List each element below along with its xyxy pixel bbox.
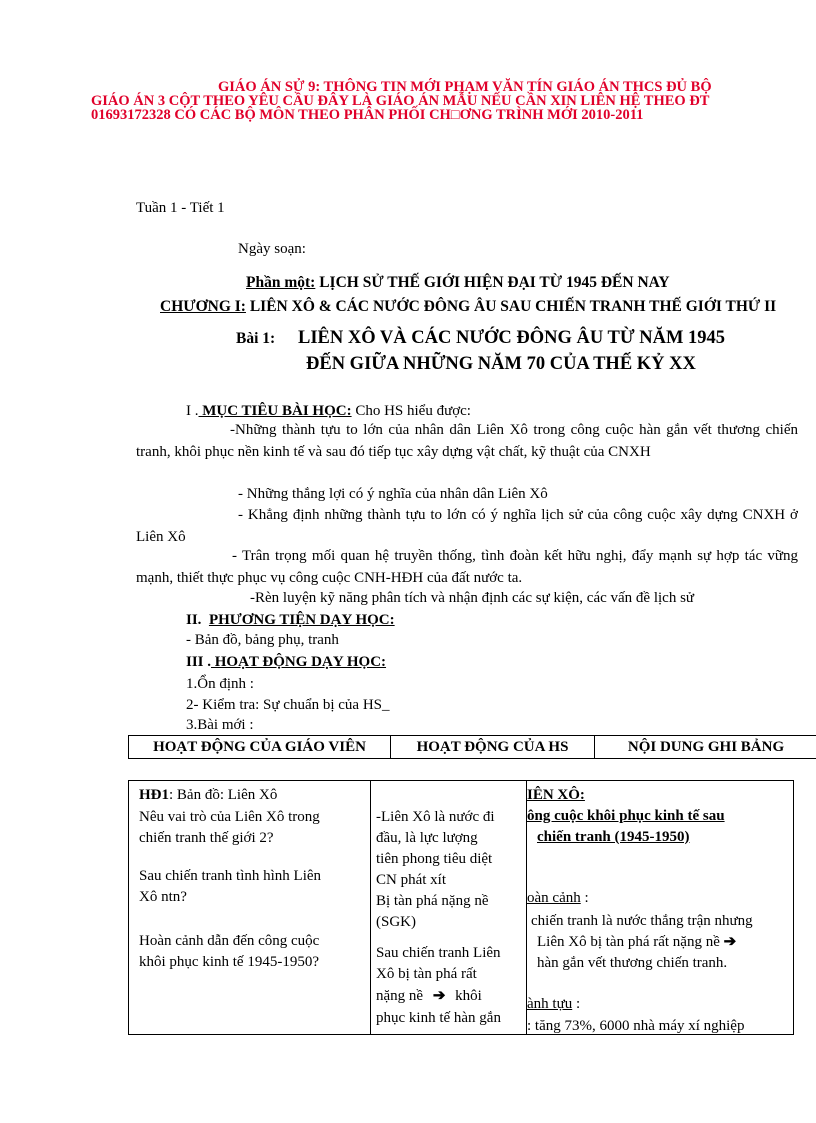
content-line-2-text: Liên Xô bị tàn phá rất nặng nề xyxy=(537,934,720,950)
part-title xyxy=(246,274,670,292)
header-line-2: GIÁO ÁN 3 CỘT THEO YÊU CẦU ĐÂY LÀ GIÁO ÁN MẪU NẾU CẦN XIN LIÊN HỆ THEO ĐT xyxy=(91,93,710,109)
student-line-9a: nặng nề xyxy=(376,988,424,1004)
content-line-1: chiến tranh là nước thắng trận nhưng xyxy=(531,913,753,929)
section-3-title: HOẠT ĐỘNG DẠY HỌC: xyxy=(211,654,387,670)
student-line-9 xyxy=(376,986,482,1008)
student-line-10: phục kinh tế hàn gắn xyxy=(376,1010,501,1026)
step-2: 2- Kiểm tra: Sự chuẩn bị của HS_ xyxy=(186,697,390,713)
section-1-title: MỤC TIÊU BÀI HỌC: xyxy=(198,403,352,419)
lesson-title-2: ĐẾN GIỮA NHỮNG NĂM 70 CỦA THẾ KỶ XX xyxy=(306,354,696,374)
student-line-4: CN phát xít xyxy=(376,872,446,888)
step-1: 1.Ổn định : xyxy=(186,676,254,692)
chapter-title xyxy=(160,298,776,316)
section-2-roman: II. xyxy=(186,612,202,628)
section-1-roman: I . xyxy=(186,403,199,419)
section-2-title: PHƯƠNG TIỆN DẠY HỌC: xyxy=(208,612,395,628)
content-line-3: hàn gắn vết thương chiến tranh. xyxy=(537,955,728,971)
teacher-q2a: Sau chiến tranh tình hình Liên xyxy=(139,868,322,884)
lesson-label: Bài 1: xyxy=(236,330,276,347)
student-line-7: Sau chiến tranh Liên xyxy=(376,945,501,961)
context-heading xyxy=(527,888,589,910)
hd1-line xyxy=(139,785,277,807)
teacher-q3a: Hoàn cảnh dẫn đến công cuộc xyxy=(139,933,320,949)
student-line-6: (SGK) xyxy=(376,914,416,930)
teacher-q1a: Nêu vai trò của Liên Xô trong xyxy=(139,809,320,825)
chapter-label: CHƯƠNG I: xyxy=(160,298,246,315)
objective-1: -Những thành tựu to lớn của nhân dân Liên Xô trong công cuộc hàn gắn vết thương chiến tranh, khôi phục nền kinh tế và sau đó tiếp tục xây dựng vật chất, kỹ thuật của CNXH xyxy=(136,422,798,460)
part-title-text: LỊCH SỬ THẾ GIỚI HIỆN ĐẠI TỪ 1945 ĐẾN NAY xyxy=(315,274,670,291)
section-2-item: - Bản đồ, bảng phụ, tranh xyxy=(186,632,339,648)
header-col-teacher: HOẠT ĐỘNG CỦA GIÁO VIÊN xyxy=(129,736,391,758)
student-line-5: Bị tàn phá nặng nề xyxy=(376,893,489,909)
lesson-title-1: LIÊN XÔ VÀ CÁC NƯỚC ĐÔNG ÂU TỪ NĂM 1945 xyxy=(298,328,726,348)
teacher-column xyxy=(129,781,371,1034)
activity-table-header xyxy=(128,735,816,759)
content-column xyxy=(527,781,793,1034)
student-line-3: tiên phong tiêu diệt xyxy=(376,851,493,867)
student-column xyxy=(371,781,527,1034)
teacher-q3b: khôi phục kinh tế 1945-1950? xyxy=(139,954,319,970)
section-3-roman: III . xyxy=(186,654,212,670)
date-label: Ngày soạn: xyxy=(238,241,306,257)
teacher-q2b: Xô ntn? xyxy=(139,889,187,905)
content-heading-3: chiến tranh (1945-1950) xyxy=(537,829,690,845)
week-label: Tuần 1 - Tiết 1 xyxy=(136,200,225,216)
section-3-heading xyxy=(186,651,386,673)
objective-5: -Rèn luyện kỹ năng phân tích và nhận định các sự kiện, các vấn đề lịch sử xyxy=(250,590,695,606)
achievement-heading xyxy=(527,994,580,1016)
header-line-3: 01693172328 CÓ CÁC BỘ MÔN THEO PHÂN PHỐI CH□ƠNG TRÌNH MỚI 2010-2011 xyxy=(91,107,644,123)
objective-4: - Trân trọng mối quan hệ truyền thống, tình đoàn kết hữu nghị, đẩy mạnh sự hợp tác vững mạnh, thiết thực phục vụ công cuộc CNH-HĐH của đất nước ta. xyxy=(136,548,798,586)
arrow-right-icon: ➔ xyxy=(723,934,737,950)
header-col-student: HOẠT ĐỘNG CỦA HS xyxy=(391,736,595,758)
header-line-1: GIÁO ÁN SỬ 9: THÔNG TIN MỚI PHẠM VĂN TÍN GIÁO ÁN THCS ĐỦ BỘ xyxy=(218,79,712,95)
objective-3: - Khẳng định những thành tựu to lớn có ý nghĩa lịch sử của công cuộc xây dựng CNXH ở Liên Xô xyxy=(136,507,798,545)
teacher-q1b: chiến tranh thế giới 2? xyxy=(139,830,274,846)
achievement-label: ành tựu xyxy=(527,996,573,1012)
hd1-text: : Bản đồ: Liên Xô xyxy=(169,787,278,803)
section-1-intro: Cho HS hiểu được: xyxy=(351,403,471,419)
header-col-content: NỘI DUNG GHI BẢNG xyxy=(627,739,785,755)
content-heading-1: IÊN XÔ: xyxy=(527,787,585,803)
student-line-1: -Liên Xô là nước đi xyxy=(376,809,495,825)
context-label: oàn cảnh xyxy=(527,890,581,906)
student-line-2: đầu, là lực lượng xyxy=(376,830,478,846)
activity-table xyxy=(128,780,794,1035)
arrow-right-icon: ➔ xyxy=(432,988,446,1004)
context-colon: : xyxy=(580,890,589,906)
hd1-label: HĐ1 xyxy=(139,787,169,803)
chapter-title-text: LIÊN XÔ & CÁC NƯỚC ĐÔNG ÂU SAU CHIẾN TRANH THẾ GIỚI THỨ II xyxy=(245,298,777,315)
achievement-colon: : xyxy=(572,996,581,1012)
content-line-4: : tăng 73%, 6000 nhà máy xí nghiệp xyxy=(527,1018,745,1034)
step-3: 3.Bài mới : xyxy=(186,717,254,733)
part-label: Phần một: xyxy=(246,274,316,291)
section-2-heading xyxy=(186,609,395,631)
content-line-2 xyxy=(537,932,736,954)
student-line-9b: khôi xyxy=(455,988,482,1004)
objective-2: - Những thắng lợi có ý nghĩa của nhân dân Liên Xô xyxy=(238,486,548,502)
content-heading-2: ông cuộc khôi phục kinh tế sau xyxy=(527,808,725,824)
student-line-8: Xô bị tàn phá rất xyxy=(376,966,477,982)
